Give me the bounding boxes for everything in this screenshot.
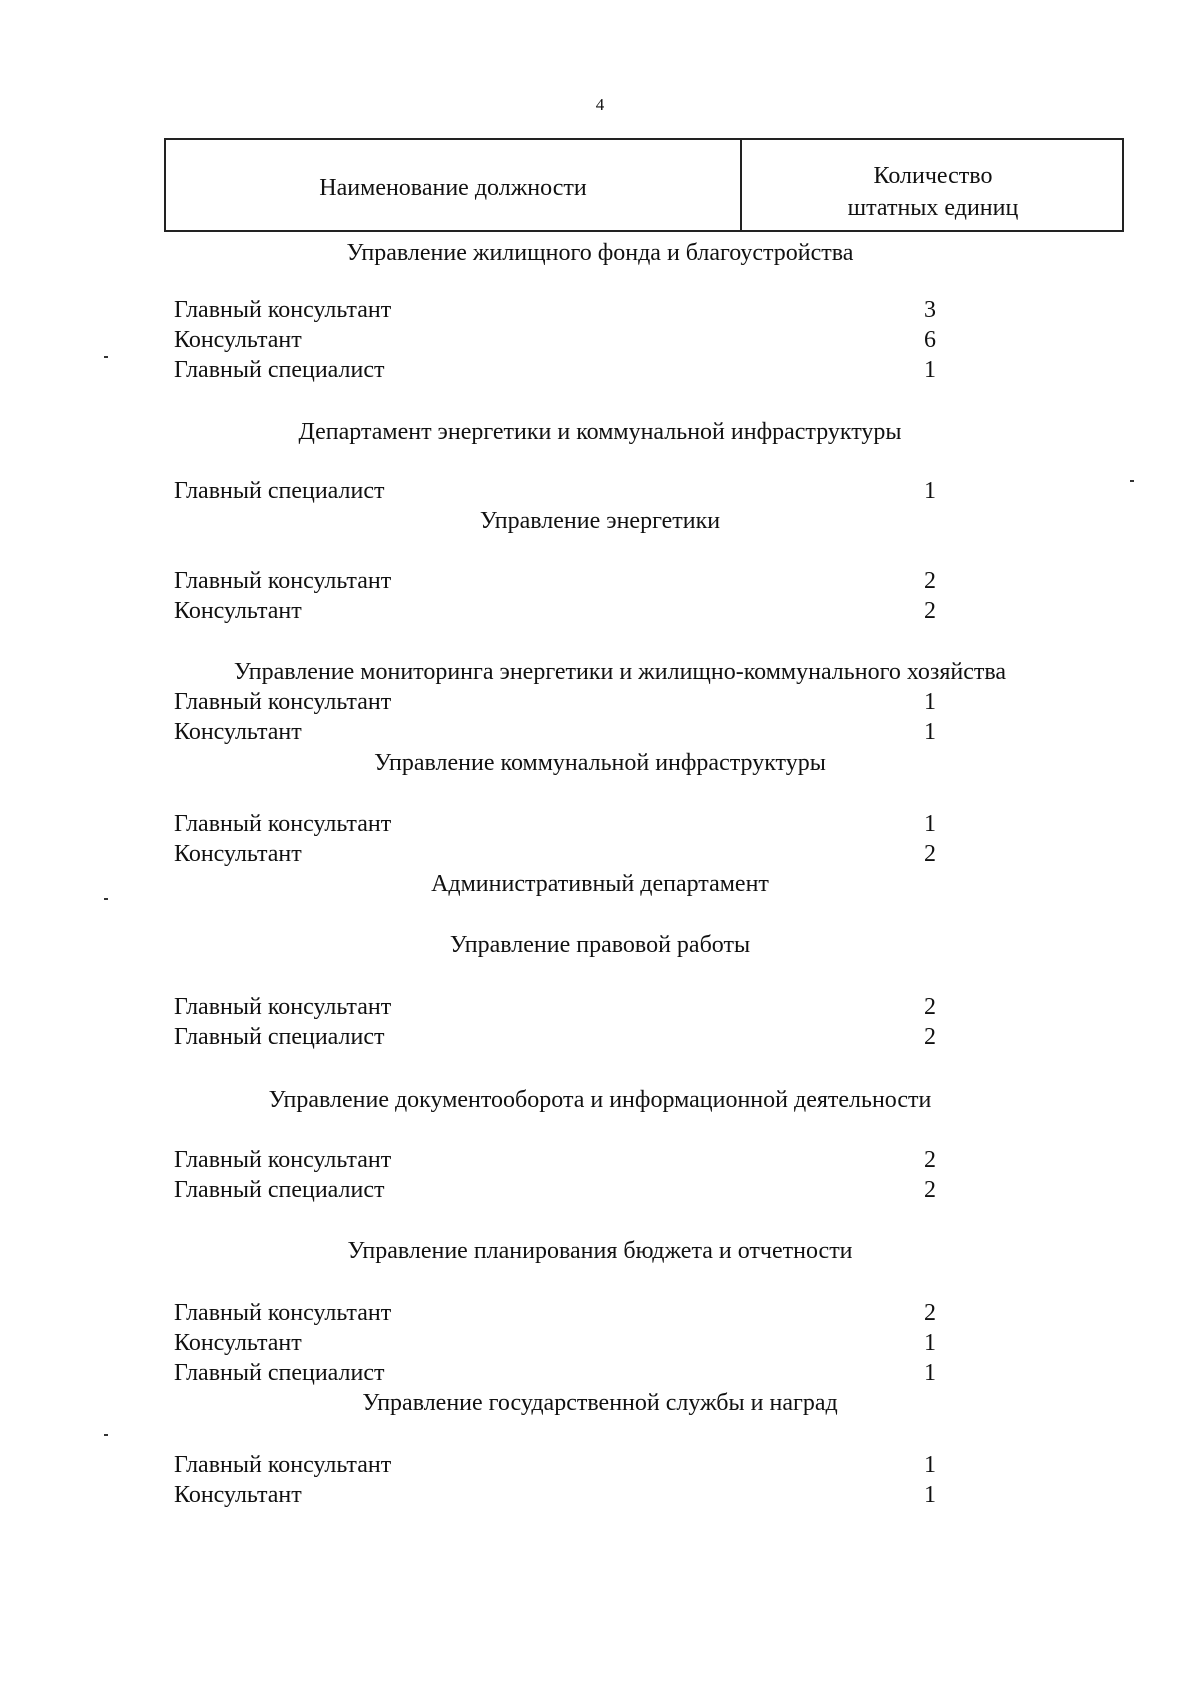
scan-speck: [1130, 480, 1134, 482]
position-title: Главный консультант: [174, 1452, 392, 1478]
section-title: Управление мониторинга энергетики и жилищно-коммунального хозяйства: [233, 659, 1007, 685]
position-count: 1: [924, 719, 936, 745]
section-title: Управление коммунальной инфраструктуры: [374, 750, 826, 776]
position-count: 1: [924, 689, 936, 715]
position-count: 1: [924, 1482, 936, 1508]
position-title: Консультант: [174, 327, 302, 353]
position-title: Главный специалист: [174, 478, 385, 504]
position-title: Главный консультант: [174, 297, 392, 323]
position-title: Консультант: [174, 1330, 302, 1356]
position-title: Главный консультант: [174, 1147, 392, 1173]
position-count: 2: [924, 994, 936, 1020]
position-title: Главный специалист: [174, 357, 385, 383]
position-count: 1: [924, 1360, 936, 1386]
position-count: 2: [924, 1300, 936, 1326]
position-count: 2: [924, 568, 936, 594]
header-count-line2: штатных единиц: [847, 195, 1019, 221]
position-title: Консультант: [174, 719, 302, 745]
position-count: 1: [924, 1330, 936, 1356]
position-title: Главный консультант: [174, 811, 392, 837]
position-title: Главный специалист: [174, 1360, 385, 1386]
section-title: Управление правовой работы: [449, 932, 751, 958]
position-title: Главный консультант: [174, 689, 392, 715]
position-count: 1: [924, 811, 936, 837]
header-count-label: [742, 160, 1124, 224]
header-position-label: Наименование должности: [319, 175, 587, 201]
position-count: 1: [924, 1452, 936, 1478]
position-count: 2: [924, 1177, 936, 1203]
section-title: Управление энергетики: [479, 508, 721, 534]
position-count: 1: [924, 478, 936, 504]
position-title: Главный специалист: [174, 1177, 385, 1203]
scan-speck: [104, 1434, 108, 1436]
position-title: Главный консультант: [174, 568, 392, 594]
section-title: Управление государственной службы и наград: [362, 1390, 838, 1416]
header-count-line1: Количество: [873, 163, 993, 189]
position-count: 2: [924, 598, 936, 624]
position-title: Консультант: [174, 1482, 302, 1508]
position-count: 2: [924, 1147, 936, 1173]
position-title: Консультант: [174, 598, 302, 624]
position-count: 1: [924, 357, 936, 383]
position-title: Главный специалист: [174, 1024, 385, 1050]
section-title: Управление планирования бюджета и отчетности: [347, 1238, 853, 1264]
section-title: Управление документооборота и информационной деятельности: [268, 1087, 932, 1113]
section-title: Управление жилищного фонда и благоустройства: [346, 240, 854, 266]
page-number: 4: [595, 95, 605, 114]
scan-speck: [104, 898, 108, 900]
position-count: 3: [924, 297, 936, 323]
position-title: Главный консультант: [174, 1300, 392, 1326]
position-count: 2: [924, 1024, 936, 1050]
section-title: Административный департамент: [431, 871, 769, 897]
position-title: Главный консультант: [174, 994, 392, 1020]
scan-speck: [104, 356, 108, 358]
table-header: [164, 138, 1124, 232]
position-count: 6: [924, 327, 936, 353]
section-title: Департамент энергетики и коммунальной инфраструктуры: [298, 419, 902, 445]
position-count: 2: [924, 841, 936, 867]
position-title: Консультант: [174, 841, 302, 867]
